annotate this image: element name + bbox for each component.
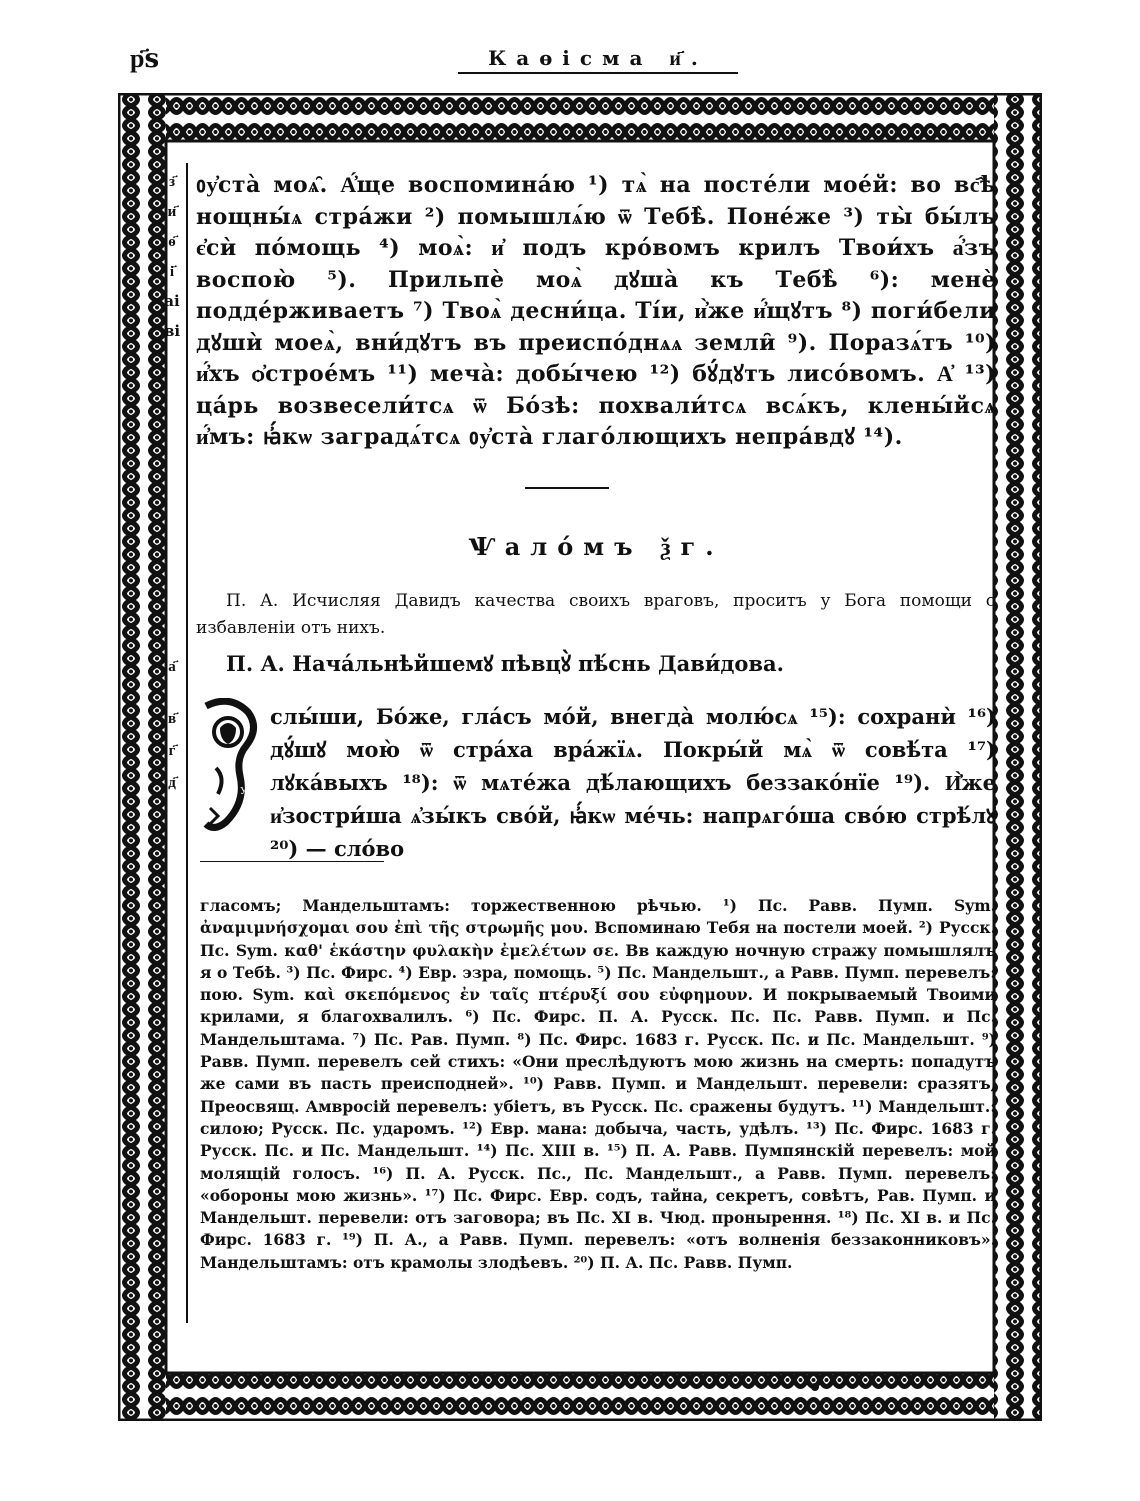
verse-marker: з҃ xyxy=(168,172,176,190)
printer-mark xyxy=(811,1383,819,1391)
verse-marker: а҃ xyxy=(168,657,176,675)
verse-markers-bottom xyxy=(160,657,184,805)
footnote-rule xyxy=(200,861,384,862)
psalm-title: Ѱало́мъ ѯг. xyxy=(468,532,724,561)
psalm-62-ending: ᲂу҆ста̀ моѧ̑. А҆́ще воспомина́ю ¹) тѧ̀ на посте́ли мое́й: во вс҄ѣ нощны́ѧ стра́жи ²) помышлѧ́ю ѿ Тебѣ̀. Поне́же ³) ты̀ бы́лъ є҆сѝ по́мощь ⁴) моѧ̀: и҆ подъ кро́вомъ крилъ Твои́хъ а҆́зъ воспою̀ ⁵). Прильпѐ моѧ̀ дꙋша̀ къ Тебѣ̀ ⁶): менѐ подде́рживаетъ ⁷) Твоѧ̀ десни́ца. Ті́и, и҆̀же и҆́щꙋтъ ⁸) поги́бели дꙋшѝ моеѧ̀, вни́дꙋтъ въ преиспо́днѧѧ земли̑ ⁹). Поразѧ́тъ ¹⁰) и҆́хъ ѻ҆строе́мъ ¹¹) меча̀: добы́чею ¹²) бꙋ́дꙋтъ лисо́вомъ. А҆ ¹³) ца́рь возвесели́тсѧ ѿ Бо́зѣ: похвали́тсѧ всѧ́къ, клены́йсѧ и҆́мъ: ꙗ҆́кѡ заградѧ́тсѧ ᲂу҆ста̀ глаго́лющихъ непра́вдꙋ ¹⁴). xyxy=(196,172,996,450)
verse-marker: в҃ xyxy=(167,709,177,727)
psalm-superscription: П. А. Нача́льнѣйшемꙋ пѣвцꙋ̀ пѣ́снь Дави́дова. xyxy=(226,651,784,676)
dropcap-letter: У҆ xyxy=(240,786,248,797)
running-title: Каѳісма и҃. xyxy=(488,46,708,70)
verse-marker: аі xyxy=(164,292,180,310)
verse-marker: и҃ xyxy=(167,202,177,220)
margin-rule xyxy=(186,163,188,1323)
verse-marker: ѳ҃ xyxy=(168,232,176,250)
footnotes: гласомъ; Мандельштамъ: торжественною рѣчью. ¹) Пс. Равв. Пумп. Sym. ἀναμιμνήσχομαι σου ἐπὶ τῆς στρωμῆς μου. Вспоминаю Тебя на постели моей. ²) Русск. Пс. Sym. καθ' ἑκάστην φυλακὴν ἐμελέτων σε. Вв каждую ночную стражу помышлялъ я о Тебѣ. ³) Пс. Фирс. ⁴) Евр. эзра, помощь. ⁵) Пс. Мандельшт., а Равв. Пумп. перевелъ: пою. Sym. καὶ σκεπόμενος ἐν ταῖς πτέρυξί σου εὐφημουν. И покрываемый Твоими крилами, я благохвалилъ. ⁶) Пс. Фирс. П. А. Русск. Пс. Пс. Равв. Пумп. и Пс. Мандельштама. ⁷) Пс. Рав. Пумп. ⁸) Пс. Фирс. 1683 г. Русск. Пс. и Пс. Мандельшт. ⁹) Равв. Пумп. перевелъ сей стихъ: «Они преслѣдуютъ мою жизнь на смерть: попадутъ же сами въ пасть преисподней». ¹⁰) Равв. Пумп. и Мандельшт. перевели: сразятъ, Преосвящ. Амвросій перевелъ: убіетъ, въ Русск. Пс. сражены будутъ. ¹¹) Мандельшт.: силою; Русск. Пс. ударомъ. ¹²) Евр. мана: добыча, часть, удѣлъ. ¹³) Пс. Фирс. 1683 г. Русск. Пс. и Пс. Мандельшт. ¹⁴) Пс. XIII в. ¹⁵) П. А. Равв. Пумпянскій перевелъ: мой молящій голосъ. ¹⁶) П. А. Русск. Пс., Пс. Мандельшт., а Равв. Пумп. перевелъ: «обороны мою жизнь». ¹⁷) Пс. Фирс. Евр. содъ, тайна, секретъ, совѣтъ, Рав. Пумп. и Мандельшт. перевели: отъ заговора; въ Пс. XI в. Чюд. пронырення. ¹⁸) Пс. XI в. и Пс. Фирс. 1683 г. ¹⁹) П. А., а Равв. Пумп. перевелъ: «отъ волненія беззаконниковъ». Мандельштамъ: отъ крамолы злодѣевъ. ²⁰) П. А. Пс. Равв. Пумп. xyxy=(200,896,996,1272)
verse-marker: д҃ xyxy=(168,773,176,791)
verse-marker: г҃ xyxy=(168,741,176,759)
psalm-63-opening: слы́ши, Бо́же, гла́съ мо́й, внегда̀ молю́сѧ ¹⁵): сохранѝ ¹⁶) дꙋ́шꙋ мою̀ ѿ стра́ха вра́жїѧ. Покры́й мѧ̀ ѿ совѣ́та ¹⁷) лꙋка́выхъ ¹⁸): ѿ мѧте́жа дѣ́лающихъ беззако́нїе ¹⁹). И҆̀же и҆зостри́ша ѧ҆зы́къ сво́й, ꙗ҆́кѡ ме́чь: напрѧго́ша сво́ю стрѣ́лꙋ ²⁰) — сло́во xyxy=(270,704,996,861)
ornamental-initial-icon xyxy=(196,698,264,834)
verse-marker: і҃ xyxy=(169,262,175,280)
section-separator xyxy=(525,487,609,489)
verse-marker: ві xyxy=(163,322,181,340)
verse-markers-top xyxy=(160,172,184,352)
header-rule xyxy=(458,72,738,74)
psalm-argument: П. А. Исчисляя Давидъ качества своихъ враговъ, проситъ у Бога помощи о избавленіи отъ нихъ. xyxy=(196,591,996,638)
page-number: р҃s xyxy=(130,44,160,74)
